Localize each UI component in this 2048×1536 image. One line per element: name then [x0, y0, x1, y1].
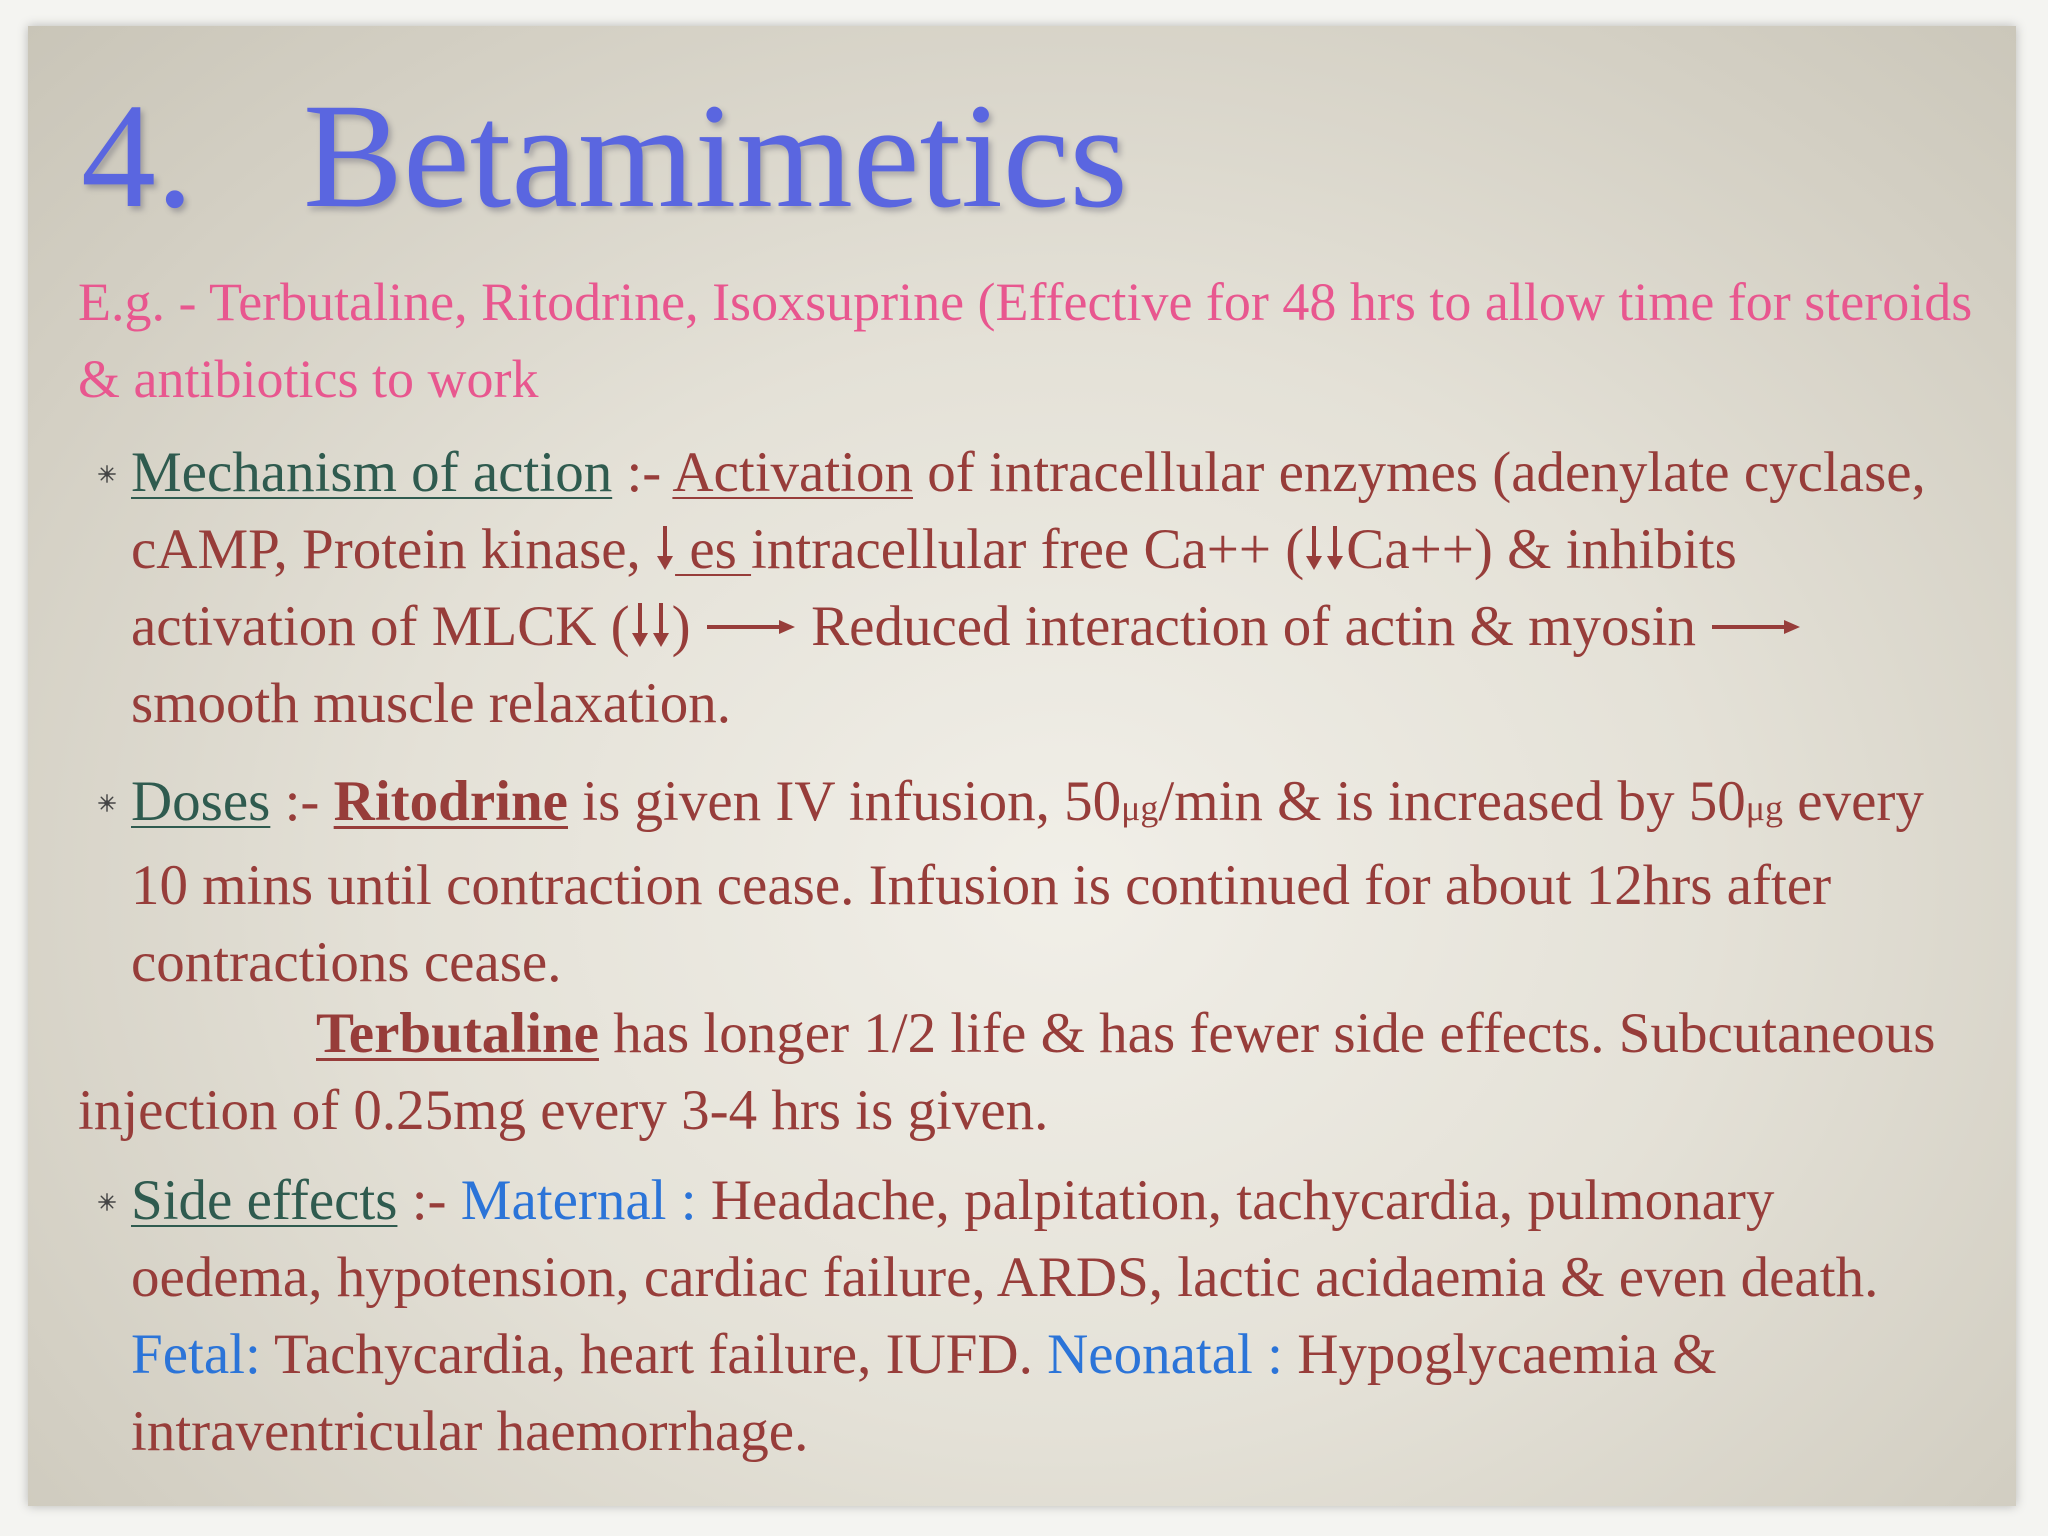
- bullet-flower-icon: [98, 794, 116, 812]
- slide: [28, 26, 2016, 1506]
- double-down-arrow-icon: [630, 601, 672, 649]
- mechanism-text-1: of intracellular enzymes (adenylate cyclase, cAMP, Protein kinase,: [131, 441, 1926, 581]
- mechanism-text-5: Reduced interaction of actin & myosin: [796, 595, 1711, 658]
- down-arrow-icon: [655, 524, 675, 572]
- mechanism-bullet: [131, 434, 1971, 742]
- maternal-text: Headache, palpitation, tachycardia, pulmonary oedema, hypotension, cardiac failure, ARDS, lactic acidaemia & even death.: [131, 1169, 1879, 1309]
- bullet-flower-icon: [98, 465, 116, 483]
- title-number: 4.: [81, 73, 194, 239]
- fetal-text: Tachycardia, heart failure, IUFD.: [260, 1323, 1048, 1386]
- doses-text-3: every 10 mins until contraction cease. Infusion is continued for about 12hrs after contractions cease.: [131, 770, 1924, 994]
- doses-drug-ritodrine: Ritodrine: [333, 770, 568, 833]
- mechanism-text-3: Ca++) & inhibits activation of MLCK (: [131, 518, 1737, 658]
- bullet-flower-icon: [98, 1193, 116, 1211]
- doses-bullet: [131, 763, 1971, 1001]
- mechanism-text-6: smooth muscle relaxation.: [131, 672, 731, 735]
- mechanism-activation: Activation: [672, 441, 913, 504]
- terbutaline-paragraph: [78, 995, 1978, 1149]
- doses-text-1: is given IV infusion, 50: [567, 770, 1122, 833]
- neonatal-label: Neonatal :: [1047, 1323, 1283, 1386]
- mechanism-text-2: intracellular free Ca++ (: [751, 518, 1305, 581]
- doses-text-2: /min & is increased by 50: [1158, 770, 1746, 833]
- doses-unit-2: μg: [1745, 788, 1784, 828]
- doses-drug-terbutaline: Terbutaline: [316, 1002, 599, 1065]
- doses-label: Doses: [131, 770, 271, 833]
- mechanism-sep: :-: [612, 441, 673, 504]
- doses-text-4: has longer 1/2 life & has fewer side effects. Subcutaneous injection of 0.25mg every 3-4 hrs is given.: [78, 1002, 1936, 1142]
- mechanism-text-4: ): [671, 595, 691, 658]
- doses-unit-1: μg: [1121, 788, 1159, 828]
- mechanism-es: es: [675, 518, 752, 581]
- neonatal-text: Hypoglycaemia & intraventricular haemorrhage.: [131, 1323, 1717, 1463]
- maternal-label: Maternal :: [460, 1169, 697, 1232]
- double-down-arrow-icon: [1304, 524, 1346, 572]
- side-effects-label: Side effects: [131, 1169, 398, 1232]
- slide-title: [81, 73, 1128, 239]
- right-arrow-icon: [1710, 617, 1802, 637]
- side-effects-bullet: [131, 1162, 1971, 1470]
- side-effects-sep: :-: [397, 1169, 461, 1232]
- example-drugs: E.g. - Terbutaline, Ritodrine, Isoxsuprine (Effective for 48 hrs to allow time for steroids & antibiotics to work: [78, 272, 1973, 409]
- right-arrow-icon: [705, 617, 797, 637]
- title-text: Betamimetics: [303, 73, 1128, 239]
- doses-sep: :-: [270, 770, 334, 833]
- mechanism-label: Mechanism of action: [131, 441, 613, 504]
- fetal-label: Fetal:: [131, 1323, 261, 1386]
